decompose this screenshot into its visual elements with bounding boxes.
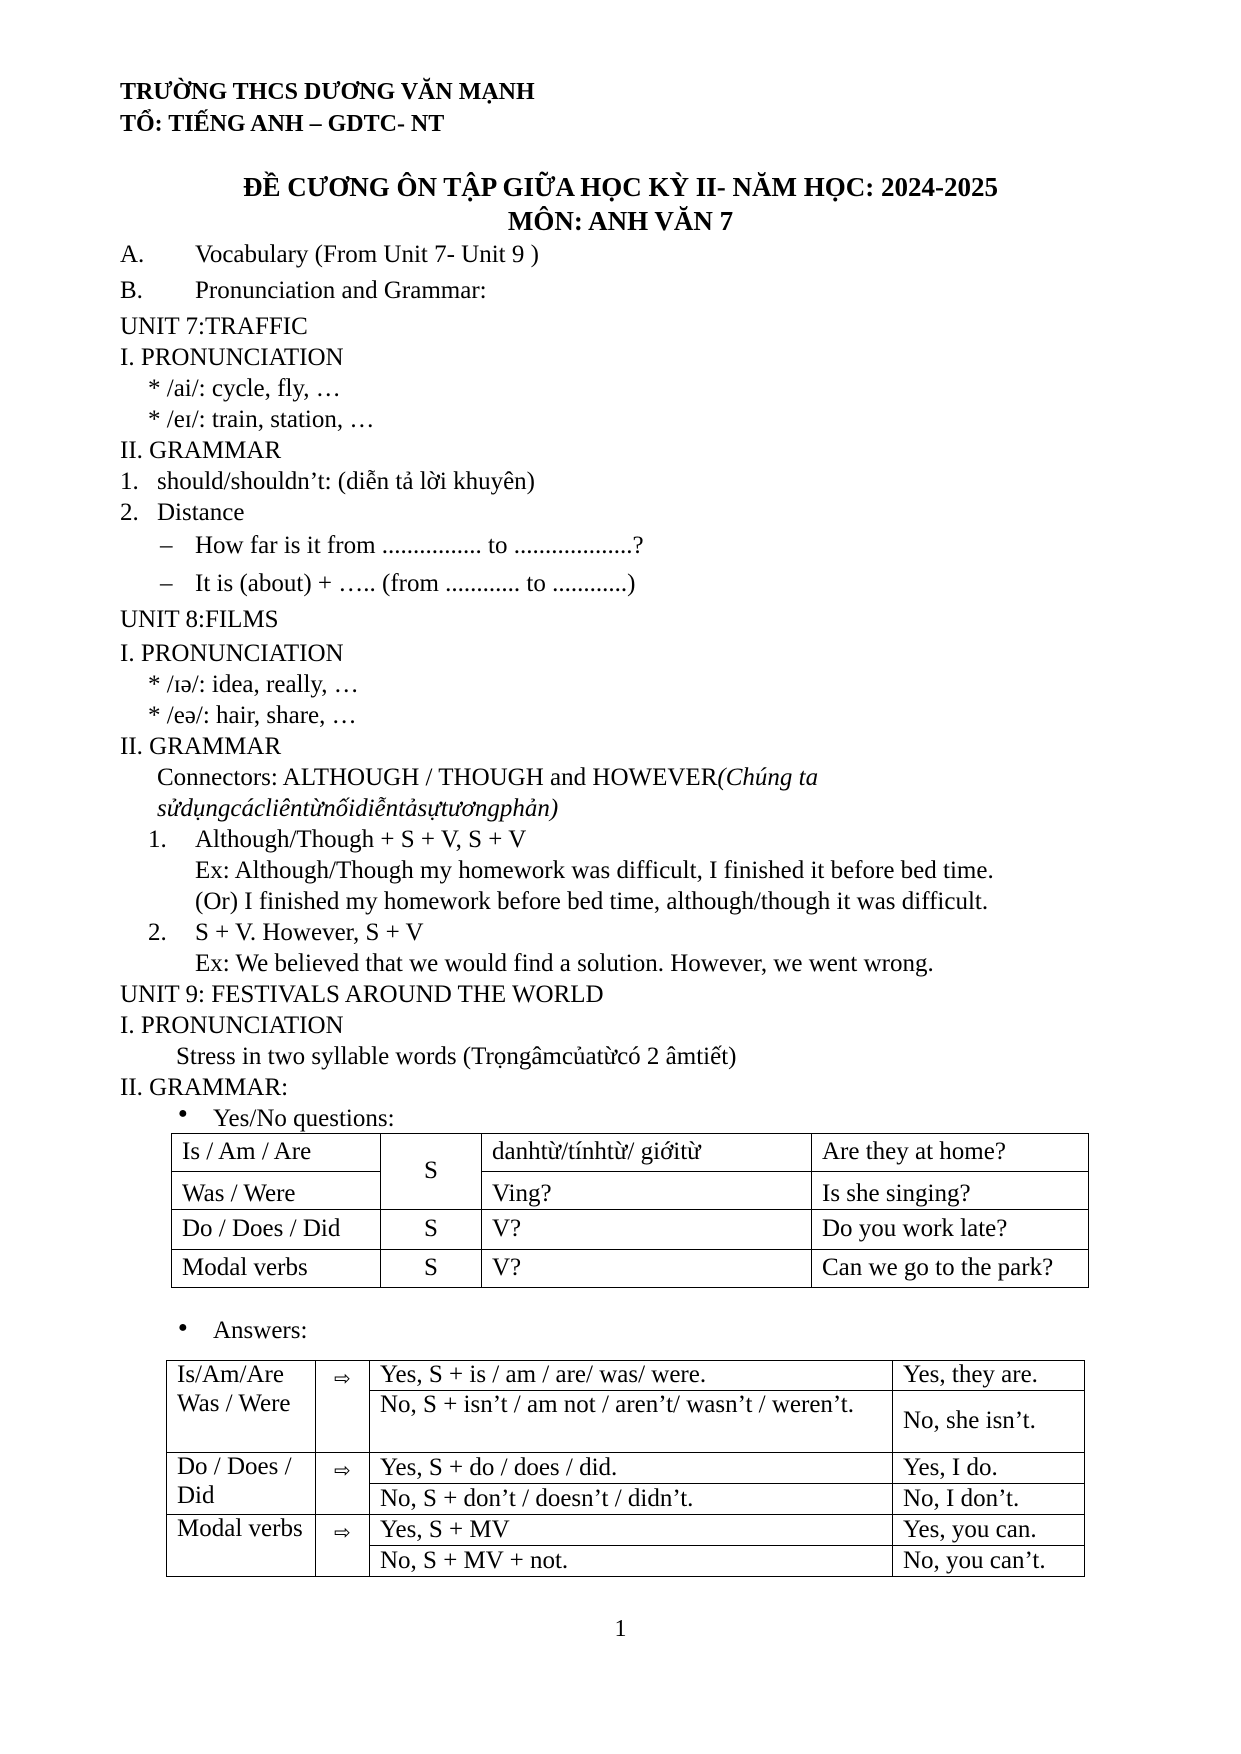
- table-cell: S: [381, 1134, 482, 1210]
- unit7-pron-item: * /ai/: cycle, fly, …: [148, 375, 341, 402]
- table-cell: Do / Does / Did: [172, 1210, 381, 1250]
- connectors-note: (Chúng ta: [717, 764, 819, 791]
- table-cell: Is she singing?: [812, 1172, 1089, 1210]
- distance-answer: It is (about) + ….. (from ............ to ............): [195, 570, 636, 597]
- table-cell: No, S + don’t / doesn’t / didn’t.: [370, 1484, 893, 1515]
- subject-title: MÔN: ANH VĂN 7: [507, 206, 734, 236]
- table-cell: Do / Does / Did: [167, 1453, 316, 1515]
- table-cell: Yes, I do.: [893, 1453, 1085, 1484]
- unit9-pronunciation-heading: I. PRONUNCIATION: [120, 1012, 344, 1039]
- table-cell: Yes, S + MV: [370, 1515, 893, 1546]
- table-cell: Yes, S + is / am / are/ was/ were.: [370, 1361, 893, 1391]
- table-cell: Is / Am / Are: [172, 1134, 381, 1172]
- unit9-title: UNIT 9: FESTIVALS AROUND THE WORLD: [120, 981, 604, 1008]
- dash-bullet: –: [160, 532, 173, 559]
- connectors-note-cont: sửdụngcácliêntừnốidiễntảsựtươngphản): [157, 795, 559, 822]
- unit7-grammar-num: 1.: [120, 468, 139, 495]
- table-cell: Modal verbs: [172, 1250, 381, 1288]
- table-cell: V?: [482, 1250, 812, 1288]
- table-cell: Yes, they are.: [893, 1361, 1085, 1391]
- rule-example-or: (Or) I finished my homework before bed time, although/though it was difficult.: [195, 888, 989, 915]
- table-cell: S: [381, 1250, 482, 1288]
- school-name: TRƯỜNG THCS DƯƠNG VĂN MẠNH: [120, 79, 535, 105]
- bullet-icon: ●: [178, 1319, 188, 1336]
- yes-no-questions-table: [171, 1133, 1089, 1288]
- table-cell: Is/Am/Are Was / Were: [167, 1361, 316, 1453]
- connectors-text: Connectors: ALTHOUGH / THOUGH and HOWEVER: [157, 764, 718, 791]
- stress-note: Stress in two syllable words (Trọngâmcủatừcó 2 âmtiết): [176, 1043, 737, 1070]
- unit8-grammar-heading: II. GRAMMAR: [120, 733, 282, 760]
- unit9-grammar-heading: II. GRAMMAR:: [120, 1074, 289, 1101]
- table-cell: Yes, S + do / does / did.: [370, 1453, 893, 1484]
- document-title: ĐỀ CƯƠNG ÔN TẬP GIỮA HỌC KỲ II- NĂM HỌC: 2024-2025: [243, 172, 998, 202]
- answers-label: Answers:: [213, 1317, 308, 1344]
- table-cell: No, I don’t.: [893, 1484, 1085, 1515]
- rule-num: 2.: [148, 919, 167, 946]
- table-cell: Are they at home?: [812, 1134, 1089, 1172]
- table-cell: No, S + isn’t / am not / aren’t/ wasn’t / weren’t.: [370, 1391, 893, 1453]
- dash-bullet: –: [160, 570, 173, 597]
- yes-no-questions-label: Yes/No questions:: [213, 1105, 395, 1132]
- section-b-text: Pronunciation and Grammar:: [195, 277, 487, 304]
- unit7-grammar-heading: II. GRAMMAR: [120, 437, 282, 464]
- table-cell: No, S + MV + not.: [370, 1546, 893, 1577]
- rule-although: Although/Though + S + V, S + V: [195, 826, 527, 853]
- table-cell: No, she isn’t.: [893, 1391, 1085, 1453]
- page-number: 1: [614, 1616, 627, 1642]
- unit8-pron-item: * /ɪə/: idea, really, …: [148, 671, 359, 698]
- rule-example: Ex: We believed that we would find a solution. However, we went wrong.: [195, 950, 934, 977]
- table-cell: Modal verbs: [167, 1515, 316, 1577]
- unit7-grammar-item: should/shouldn’t: (diễn tả lời khuyên): [157, 468, 536, 495]
- connectors-line: [157, 765, 818, 790]
- table-cell: Yes, you can.: [893, 1515, 1085, 1546]
- table-cell: Was / Were: [172, 1172, 381, 1210]
- department: TỔ: TIẾNG ANH – GDTC- NT: [120, 111, 445, 137]
- distance-question: How far is it from ................ to ...................?: [195, 532, 644, 559]
- arrow-icon: ⇨: [316, 1453, 370, 1515]
- section-a-label: A.: [120, 241, 145, 268]
- unit8-pronunciation-heading: I. PRONUNCIATION: [120, 640, 344, 667]
- rule-example: Ex: Although/Though my homework was difficult, I finished it before bed time.: [195, 857, 994, 884]
- table-cell: No, you can’t.: [893, 1546, 1085, 1577]
- bullet-icon: ●: [178, 1105, 188, 1122]
- answers-table: [166, 1360, 1085, 1577]
- unit8-pron-item: * /eə/: hair, share, …: [148, 702, 357, 729]
- unit7-pron-item: * /eɪ/: train, station, …: [148, 406, 375, 433]
- arrow-icon: ⇨: [316, 1361, 370, 1453]
- table-cell: Do you work late?: [812, 1210, 1089, 1250]
- unit7-grammar-item: Distance: [157, 499, 245, 526]
- table-cell: Can we go to the park?: [812, 1250, 1089, 1288]
- unit7-pronunciation-heading: I. PRONUNCIATION: [120, 344, 344, 371]
- arrow-icon: ⇨: [316, 1515, 370, 1577]
- rule-num: 1.: [148, 826, 167, 853]
- table-cell: Ving?: [482, 1172, 812, 1210]
- table-cell: danhtừ/tínhtừ/ giớitừ: [482, 1134, 812, 1172]
- unit7-title: UNIT 7:TRAFFIC: [120, 313, 308, 340]
- unit7-grammar-num: 2.: [120, 499, 139, 526]
- table-cell: S: [381, 1210, 482, 1250]
- table-cell: V?: [482, 1210, 812, 1250]
- unit8-title: UNIT 8:FILMS: [120, 606, 279, 633]
- rule-however: S + V. However, S + V: [195, 919, 424, 946]
- section-b-label: B.: [120, 277, 143, 304]
- section-a-text: Vocabulary (From Unit 7- Unit 9 ): [195, 241, 539, 268]
